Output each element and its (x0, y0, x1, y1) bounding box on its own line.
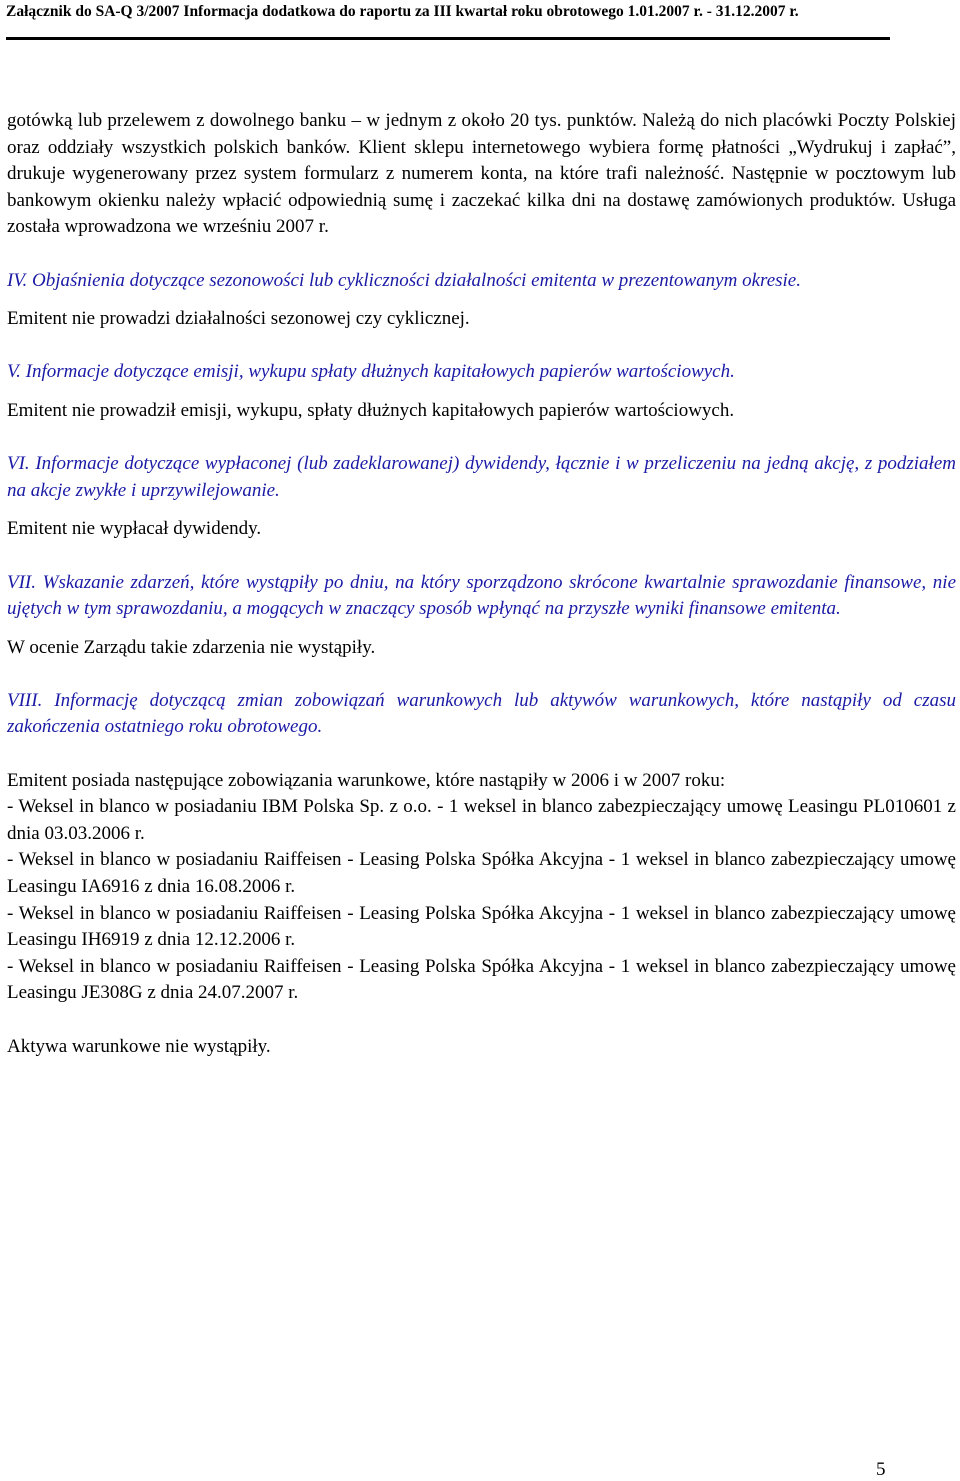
section-vii-text: W ocenie Zarządu takie zdarzenia nie wystąpiły. (7, 636, 376, 658)
section-iv-heading: IV. Objaśnienia dotyczące sezonowości lub cykliczności działalności emitenta w prezentowanym okresie. (7, 269, 801, 291)
list-item: - Weksel in blanco w posiadaniu Raiffeisen - Leasing Polska Spółka Akcyjna - 1 weksel in blanco zabezpieczający umowę Leasingu IH6919 z dnia 12.12.2006 r. (7, 902, 956, 951)
list-item: - Weksel in blanco w posiadaniu IBM Polska Sp. z o.o. - 1 weksel in blanco zabezpieczający umowę Leasingu PL010601 z dnia 03.03.2006 r. (7, 796, 956, 844)
header-rule (6, 37, 890, 40)
section-viii-heading: VIII. Informację dotyczącą zmian zobowiązań warunkowych lub aktywów warunkowych, które nastąpiły od czasu zakończenia ostatniego roku obrotowego. (7, 689, 956, 738)
list-item: - Weksel in blanco w posiadaniu Raiffeisen - Leasing Polska Spółka Akcyjna - 1 weksel in blanco zabezpieczający umowę Leasingu JE308G z dnia 24.07.2007 r. (7, 955, 956, 1004)
section-viii-lead: Emitent posiada następujące zobowiązania warunkowe, które nastąpiły w 2006 i w 2007 roku: (7, 769, 726, 791)
document-body (7, 108, 956, 1060)
section-viii-closing: Aktywa warunkowe nie wystąpiły. (7, 1035, 271, 1057)
page-number: 5 (876, 1459, 886, 1480)
list-item: - Weksel in blanco w posiadaniu Raiffeisen - Leasing Polska Spółka Akcyjna - 1 weksel in blanco zabezpieczający umowę Leasingu IA6916 z dnia 16.08.2006 r. (7, 849, 956, 898)
section-vii-heading: VII. Wskazanie zdarzeń, które wystąpiły po dniu, na który sporządzono skrócone kwartalnie sprawozdanie finansowe, nie ujętych w tym sprawozdaniu, a mogących w znaczący sposób wpłynąć na przyszłe wyniki finansowe emitenta. (7, 571, 956, 620)
page-header-title: Załącznik do SA-Q 3/2007 Informacja dodatkowa do raportu za III kwartał roku obrotowego 1.01.2007 r. - 31.12.2007 r. (6, 3, 799, 20)
section-vi-heading: VI. Informacje dotyczące wypłaconej (lub zadeklarowanej) dywidendy, łącznie i w przeliczeniu na jedną akcję, z podziałem na akcje zwykłe i uprzywilejowanie. (7, 453, 956, 501)
section-iv-text: Emitent nie prowadzi działalności sezonowej czy cyklicznej. (7, 308, 470, 330)
section-v-text: Emitent nie prowadził emisji, wykupu, spłaty dłużnych kapitałowych papierów wartościowych. (7, 399, 735, 421)
section-vi-text: Emitent nie wypłacał dywidendy. (7, 518, 262, 540)
intro-paragraph: gotówką lub przelewem z dowolnego banku – w jednym z około 20 tys. punktów. Należą do nich placówki Poczty Polskiej oraz oddziały wszystkich polskich banków. Klient sklepu internetowego wybiera formę płatności „Wydrukuj i zapłać”, drukuje wygenerowany przez system formularz z numerem konta, na które trafi należność. Następnie w pocztowym lub bankowym okienku należy wpłacić odpowiednią sumę i zaczekać kilka dni na dostawę zamówionych produktów. Usługa została wprowadzona we wrześniu 2007 r. (7, 110, 956, 238)
section-v-heading: V. Informacje dotyczące emisji, wykupu spłaty dłużnych kapitałowych papierów wartościowych. (7, 361, 735, 383)
